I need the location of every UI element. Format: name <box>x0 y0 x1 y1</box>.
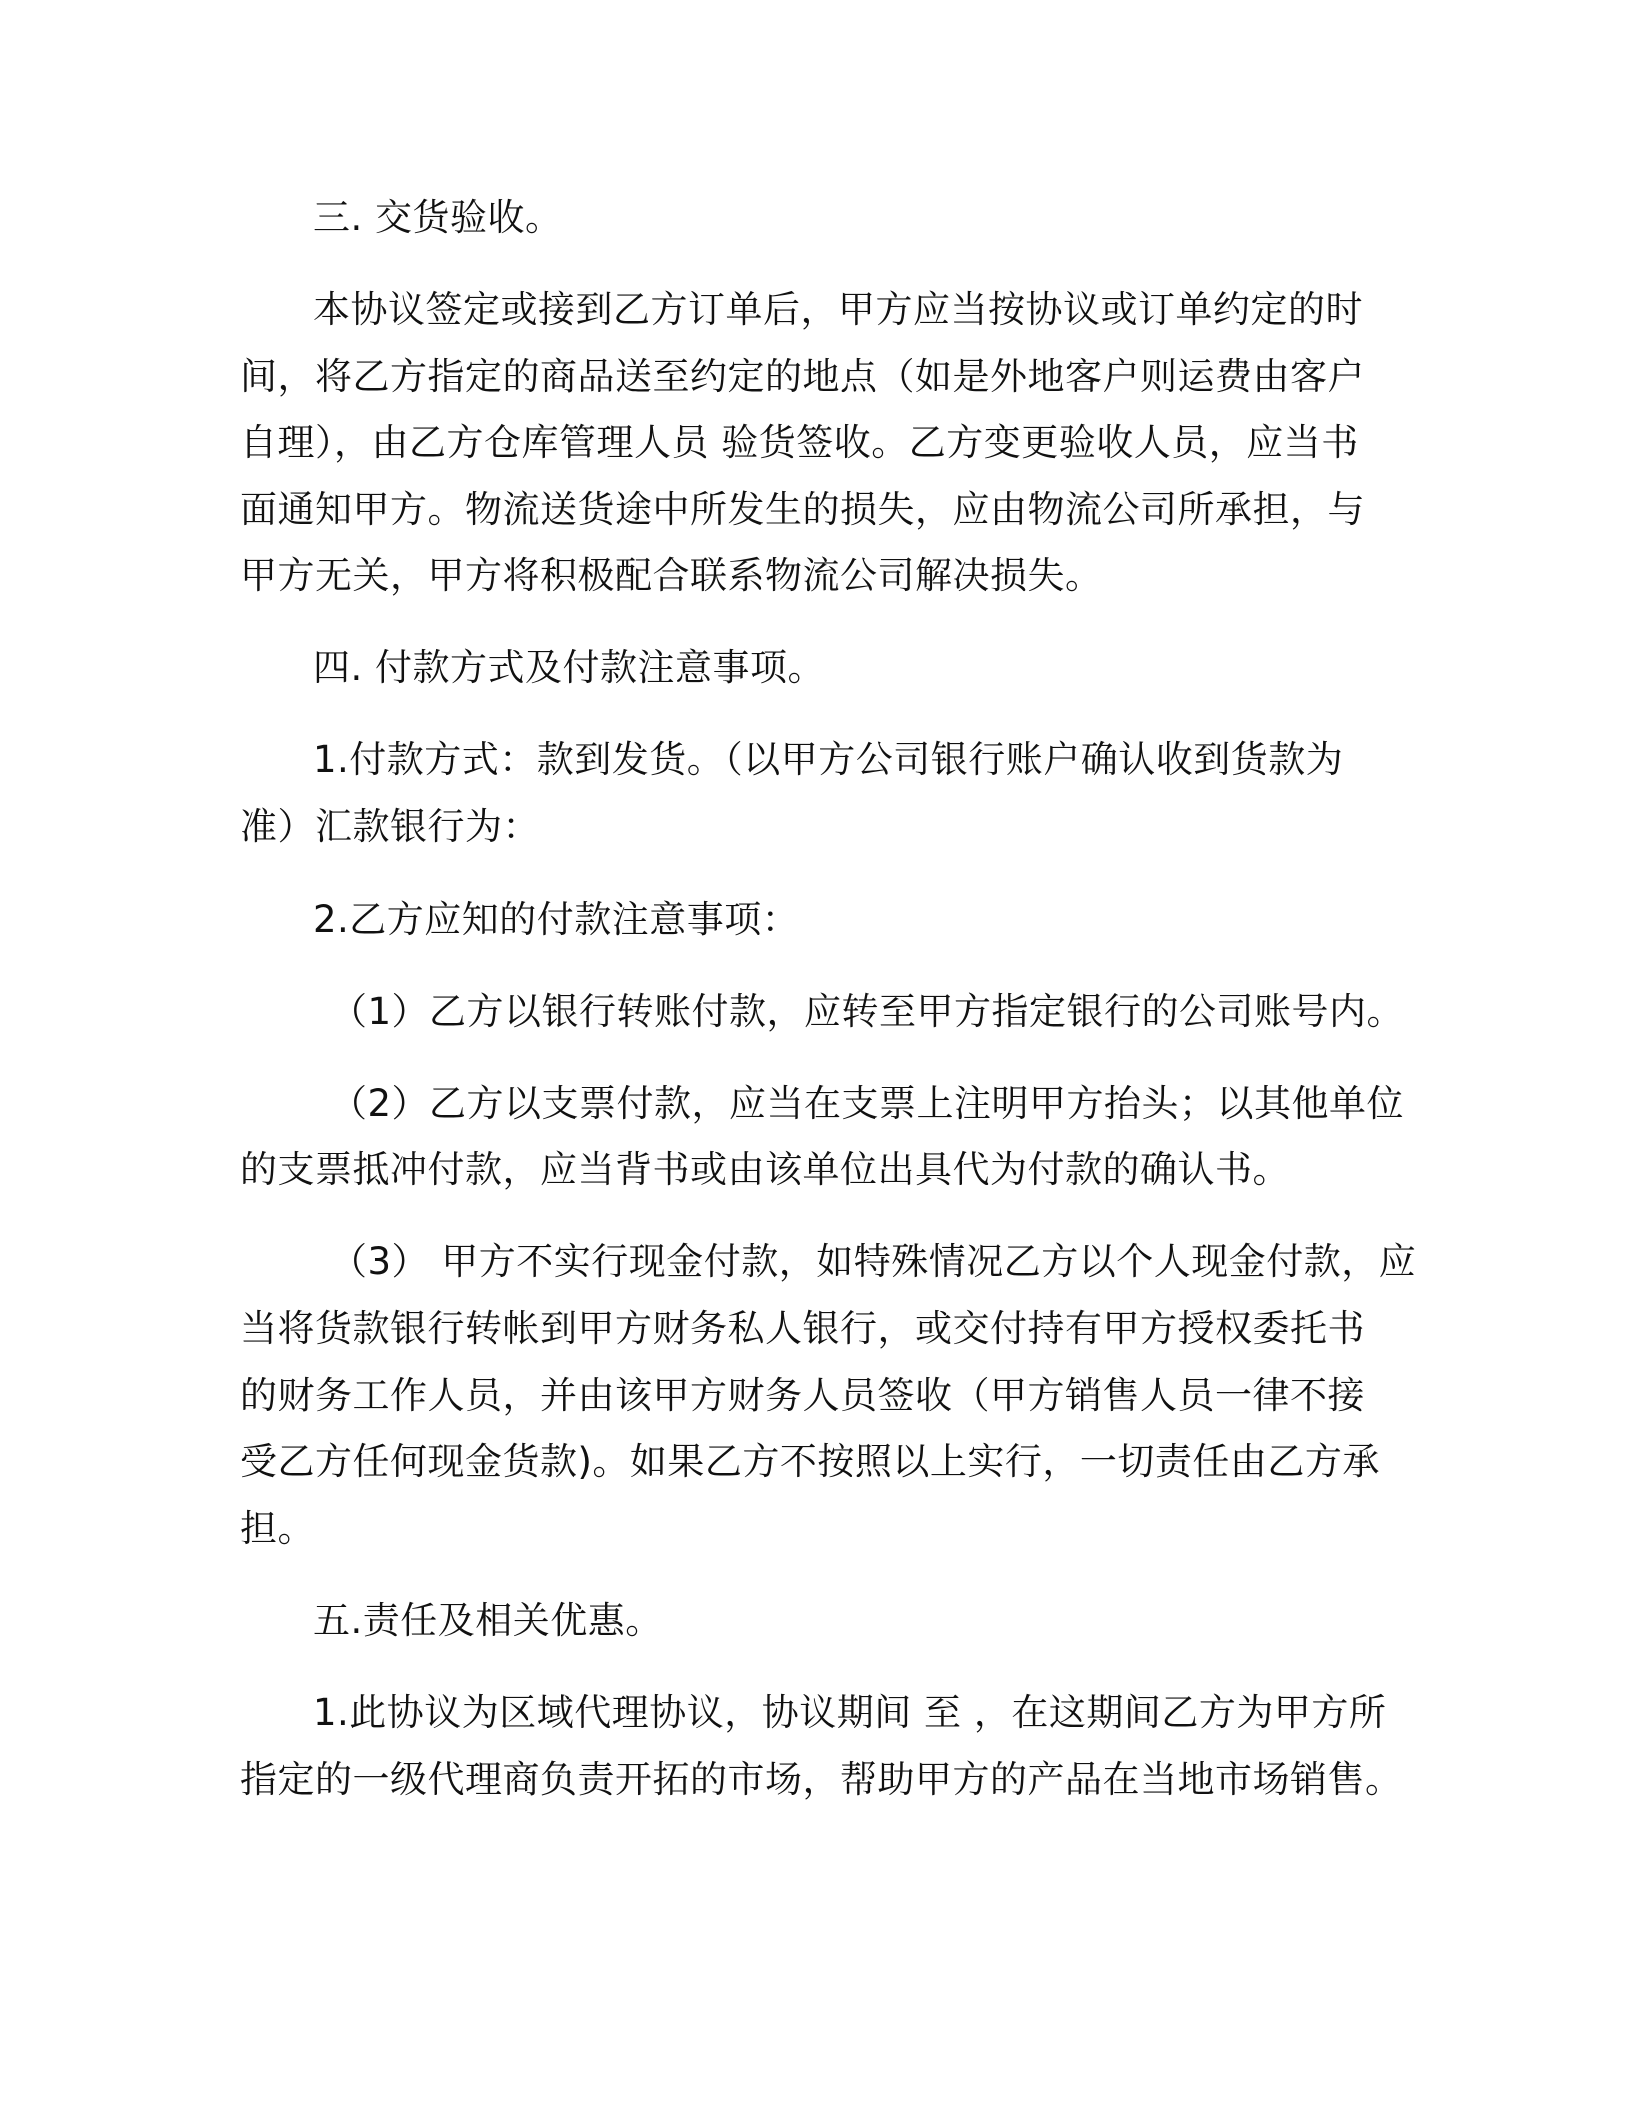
section-3-heading: 三. 交货验收。 <box>313 196 563 239</box>
section-3-paragraph-line: 面通知甲方。物流送货途中所发生的损失，应由物流公司所承担，与 <box>240 488 1365 531</box>
section-4-heading: 四. 付款方式及付款注意事项。 <box>313 646 826 689</box>
section-4-subitem-2-line: （2）乙方以支票付款，应当在支票上注明甲方抬头；以其他单位 <box>330 1082 1405 1125</box>
section-4-subitem-2-line: 的支票抵冲付款，应当背书或由该单位出具代为付款的确认书。 <box>240 1148 1290 1191</box>
section-4-subitem-1-line: （1）乙方以银行转账付款，应转至甲方指定银行的公司账号内。 <box>330 990 1405 1033</box>
section-3-paragraph-line: 本协议签定或接到乙方订单后，甲方应当按协议或订单约定的时 <box>313 288 1363 331</box>
section-4-item-2-heading: 2.乙方应知的付款注意事项： <box>313 898 800 941</box>
section-3-paragraph-line: 自理），由乙方仓库管理人员 验货签收。乙方变更验收人员，应当书 <box>240 421 1359 464</box>
section-4-item-1-line: 1.付款方式：款到发货。（以甲方公司银行账户确认收到货款为 <box>313 738 1344 781</box>
section-3-paragraph-line: 间，将乙方指定的商品送至约定的地点（如是外地客户则运费由客户 <box>240 355 1365 398</box>
section-4-subitem-3-line: （3） 甲方不实行现金付款，如特殊情况乙方以个人现金付款，应 <box>330 1240 1417 1283</box>
section-5-item-1-line: 指定的一级代理商负责开拓的市场，帮助甲方的产品在当地市场销售。 <box>240 1758 1403 1801</box>
section-4-subitem-3-line: 担。 <box>240 1507 315 1550</box>
section-3-paragraph-line: 甲方无关，甲方将积极配合联系物流公司解决损失。 <box>240 554 1103 597</box>
section-5-heading: 五.责任及相关优惠。 <box>313 1599 663 1642</box>
section-4-subitem-3-line: 当将货款银行转帐到甲方财务私人银行，或交付持有甲方授权委托书 <box>240 1307 1365 1350</box>
section-4-item-1-line: 准）汇款银行为： <box>240 805 540 848</box>
section-4-subitem-3-line: 受乙方任何现金货款)。如果乙方不按照以上实行，一切责任由乙方承 <box>240 1440 1380 1483</box>
section-5-item-1-line: 1.此协议为区域代理协议，协议期间 至 ，在这期间乙方为甲方所 <box>313 1691 1387 1734</box>
section-4-subitem-3-line: 的财务工作人员，并由该甲方财务人员签收（甲方销售人员一律不接 <box>240 1374 1365 1417</box>
